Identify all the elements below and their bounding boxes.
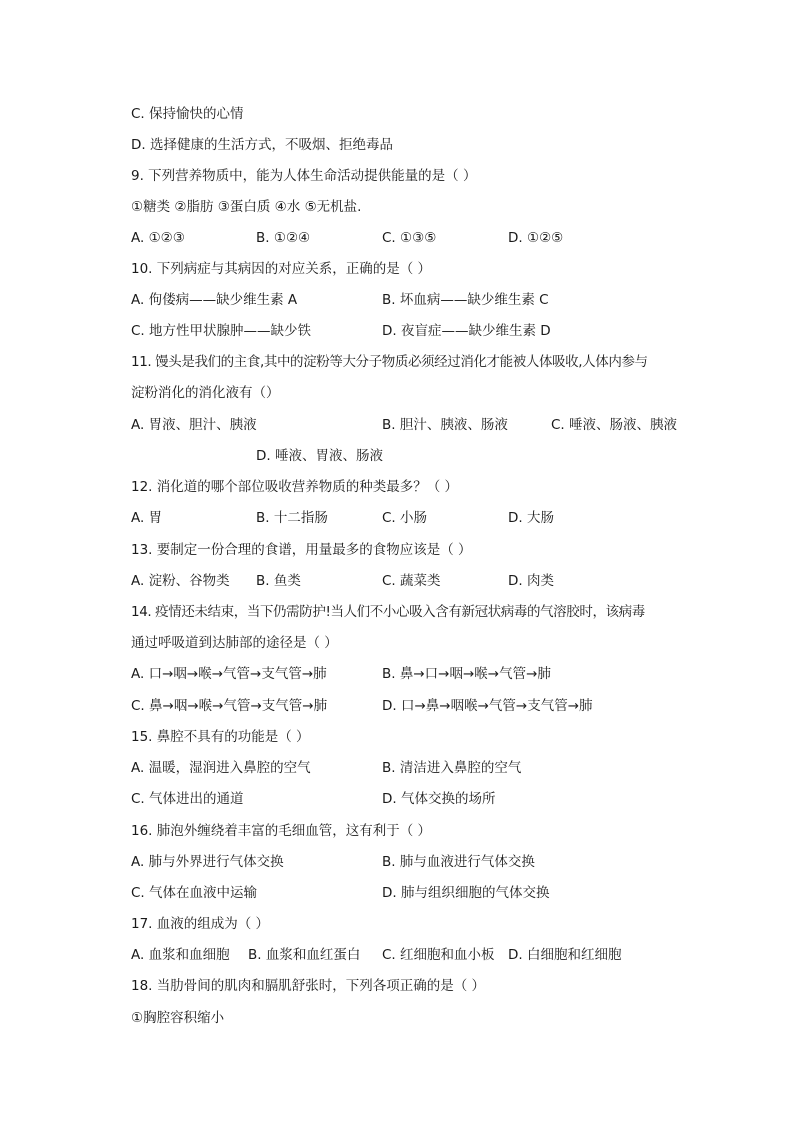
option-line: C. 保持愉快的心情	[131, 106, 244, 122]
q9-option-c: C. ①③⑤	[382, 230, 437, 246]
q17-option-b: B. 血浆和血红蛋白	[248, 947, 361, 963]
question-12: 12. 消化道的哪个部位吸收营养物质的种类最多？（ ）	[131, 479, 459, 495]
q13-option-b: B. 鱼类	[256, 573, 301, 589]
q17-option-d: D. 白细胞和红细胞	[508, 947, 622, 963]
question-16: 16. 肺泡外缠绕着丰富的毛细血管，这有利于（ ）	[131, 823, 432, 839]
q15-option-c: C. 气体进出的通道	[131, 791, 244, 807]
q14-option-b: B. 鼻→口→咽→喉→气管→肺	[382, 666, 551, 682]
q10-option-b: B. 坏血病——缺少维生素 C	[382, 292, 549, 308]
question-14-cont: 通过呼吸道到达肺部的途径是（ ）	[131, 635, 338, 651]
q13-option-a: A. 淀粉、谷物类	[131, 573, 230, 589]
q9-option-d: D. ①②⑤	[508, 230, 564, 246]
q10-option-d: D. 夜盲症——缺少维生素 D	[382, 323, 551, 339]
q16-option-c: C. 气体在血液中运输	[131, 885, 258, 901]
q16-option-a: A. 肺与外界进行气体交换	[131, 854, 284, 870]
q12-option-c: C. 小肠	[382, 510, 428, 526]
q16-option-d: D. 肺与组织细胞的气体交换	[382, 885, 550, 901]
q12-option-d: D. 大肠	[508, 510, 554, 526]
question-11: 11. 馒头是我们的主食,其中的淀粉等大分子物质必须经过消化才能被人体吸收,人体内参与	[131, 354, 648, 370]
q11-option-c: C. 唾液、肠液、胰液	[551, 417, 678, 433]
q13-option-c: C. 蔬菜类	[382, 573, 441, 589]
q11-option-b: B. 胆汁、胰液、肠液	[382, 417, 508, 433]
q10-option-c: C. 地方性甲状腺肿——缺少铁	[131, 323, 312, 339]
q12-option-b: B. 十二指肠	[256, 510, 328, 526]
question-9: 9. 下列营养物质中，能为人体生命活动提供能量的是（ ）	[131, 168, 477, 184]
q16-option-b: B. 肺与血液进行气体交换	[382, 854, 535, 870]
q14-option-d: D. 口→鼻→咽喉→气管→支气管→肺	[382, 698, 593, 714]
q10-option-a: A. 佝偻病——缺少维生素 A	[131, 292, 298, 308]
option-line: D. 选择健康的生活方式，不吸烟、拒绝毒品	[131, 137, 393, 153]
q9-option-a: A. ①②③	[131, 230, 185, 246]
q11-option-d: D. 唾液、胃液、肠液	[256, 448, 383, 464]
question-18: 18. 当肋骨间的肌肉和膈肌舒张时，下列各项正确的是（ ）	[131, 978, 486, 994]
question-14: 14. 疫情还未结束，当下仍需防护!当人们不小心吸入含有新冠状病毒的气溶胶时，该病毒	[131, 604, 645, 620]
question-13: 13. 要制定一份合理的食谱，用量最多的食物应该是（ ）	[131, 542, 472, 558]
q12-option-a: A. 胃	[131, 510, 163, 526]
question-18-item: ①胸腔容积缩小	[131, 1010, 225, 1026]
question-15: 15. 鼻腔不具有的功能是（ ）	[131, 729, 310, 745]
q15-option-a: A. 温暖，湿润进入鼻腔的空气	[131, 760, 311, 776]
q13-option-d: D. 肉类	[508, 573, 554, 589]
q17-option-a: A. 血浆和血细胞	[131, 947, 230, 963]
q11-option-a: A. 胃液、胆汁、胰液	[131, 417, 257, 433]
q14-option-c: C. 鼻→咽→喉→气管→支气管→肺	[131, 698, 328, 714]
q14-option-a: A. 口→咽→喉→气管→支气管→肺	[131, 666, 327, 682]
question-9-items: ①糖类 ②脂肪 ③蛋白质 ④水 ⑤无机盐.	[131, 199, 362, 215]
question-11-cont: 淀粉消化的消化液有（）	[131, 385, 280, 401]
question-10: 10. 下列病症与其病因的对应关系，正确的是（ ）	[131, 261, 432, 277]
q15-option-d: D. 气体交换的场所	[382, 791, 496, 807]
question-17: 17. 血液的组成为（ ）	[131, 916, 270, 932]
q17-option-c: C. 红细胞和血小板	[382, 947, 495, 963]
q9-option-b: B. ①②④	[256, 230, 311, 246]
q15-option-b: B. 清洁进入鼻腔的空气	[382, 760, 522, 776]
